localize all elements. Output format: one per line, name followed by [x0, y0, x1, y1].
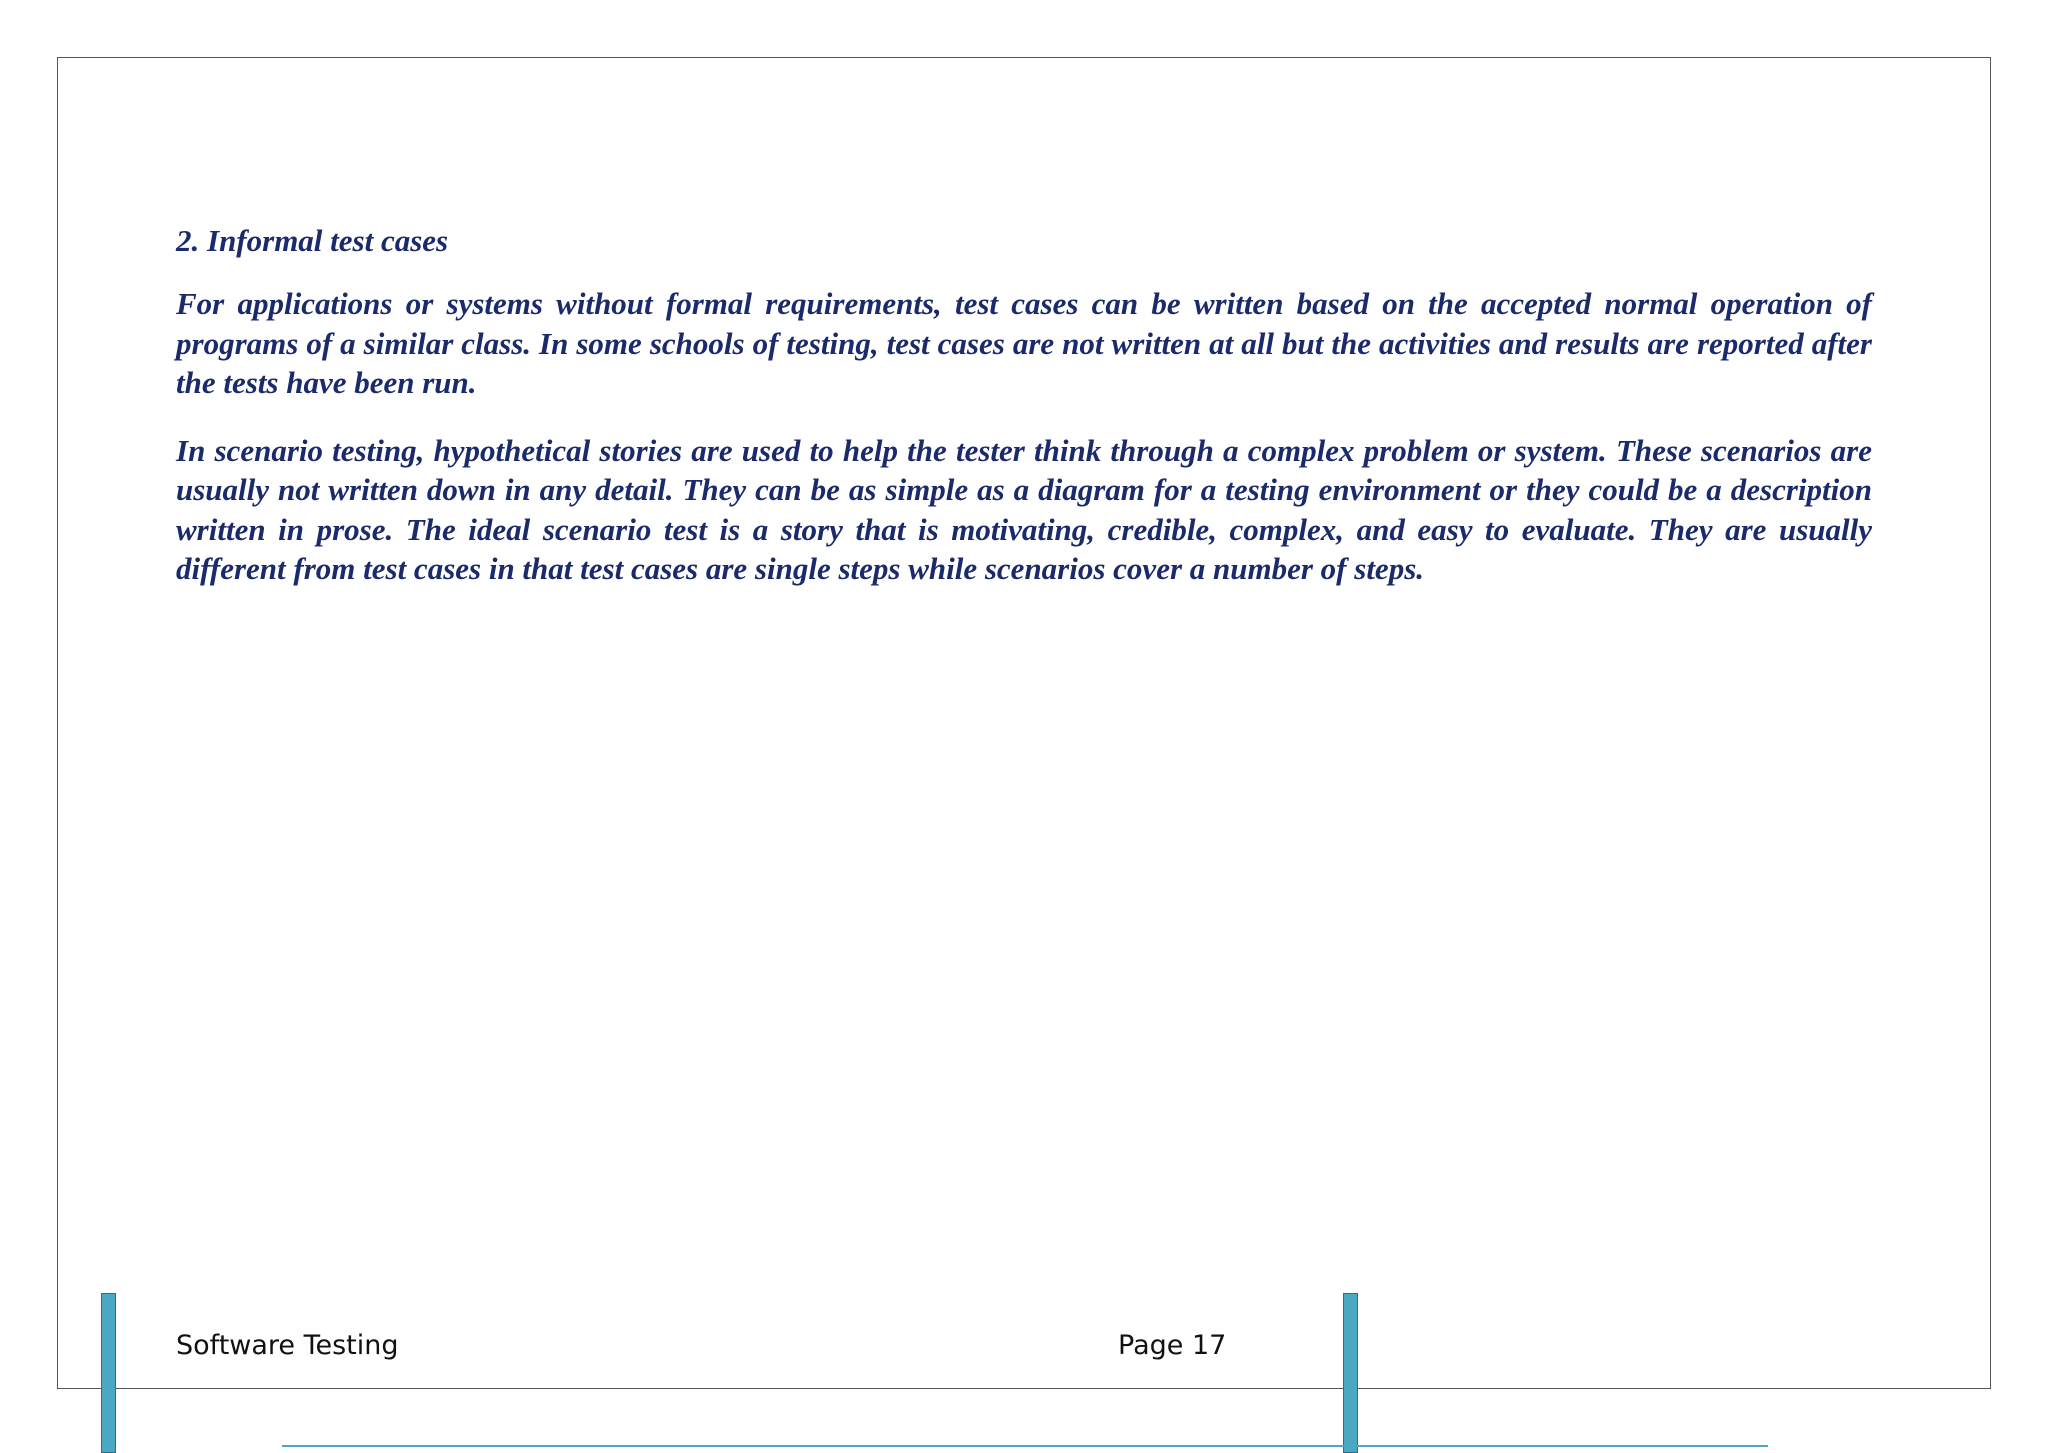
footer-left-bar	[101, 1293, 116, 1453]
footer-right-bar	[1343, 1293, 1358, 1453]
paragraph-scenario-testing: In scenario testing, hypothetical stories are used to help the tester think through a complex problem or system. These scenarios are usually not written down in any detail. They can be as simple as a diagram for a testing environment or they could be a description written in prose. The ideal scenario test is a story that is motivating, credible, complex, and easy to evaluate. They are usually different from test cases in that test cases are single steps while scenarios cover a number of steps.	[176, 432, 1872, 586]
section-heading: 2. Informal test cases	[176, 223, 449, 258]
document-body	[176, 218, 1872, 617]
paragraph-informal-test-cases: For applications or systems without formal requirements, test cases can be written based on the accepted normal operation of programs of a similar class. In some schools of testing, test cases are not written at all but the activities and results are reported after the tests have been run.	[176, 286, 1872, 400]
footer-title: Software Testing	[176, 1330, 399, 1361]
footer-page-number: Page 17	[1118, 1330, 1227, 1361]
